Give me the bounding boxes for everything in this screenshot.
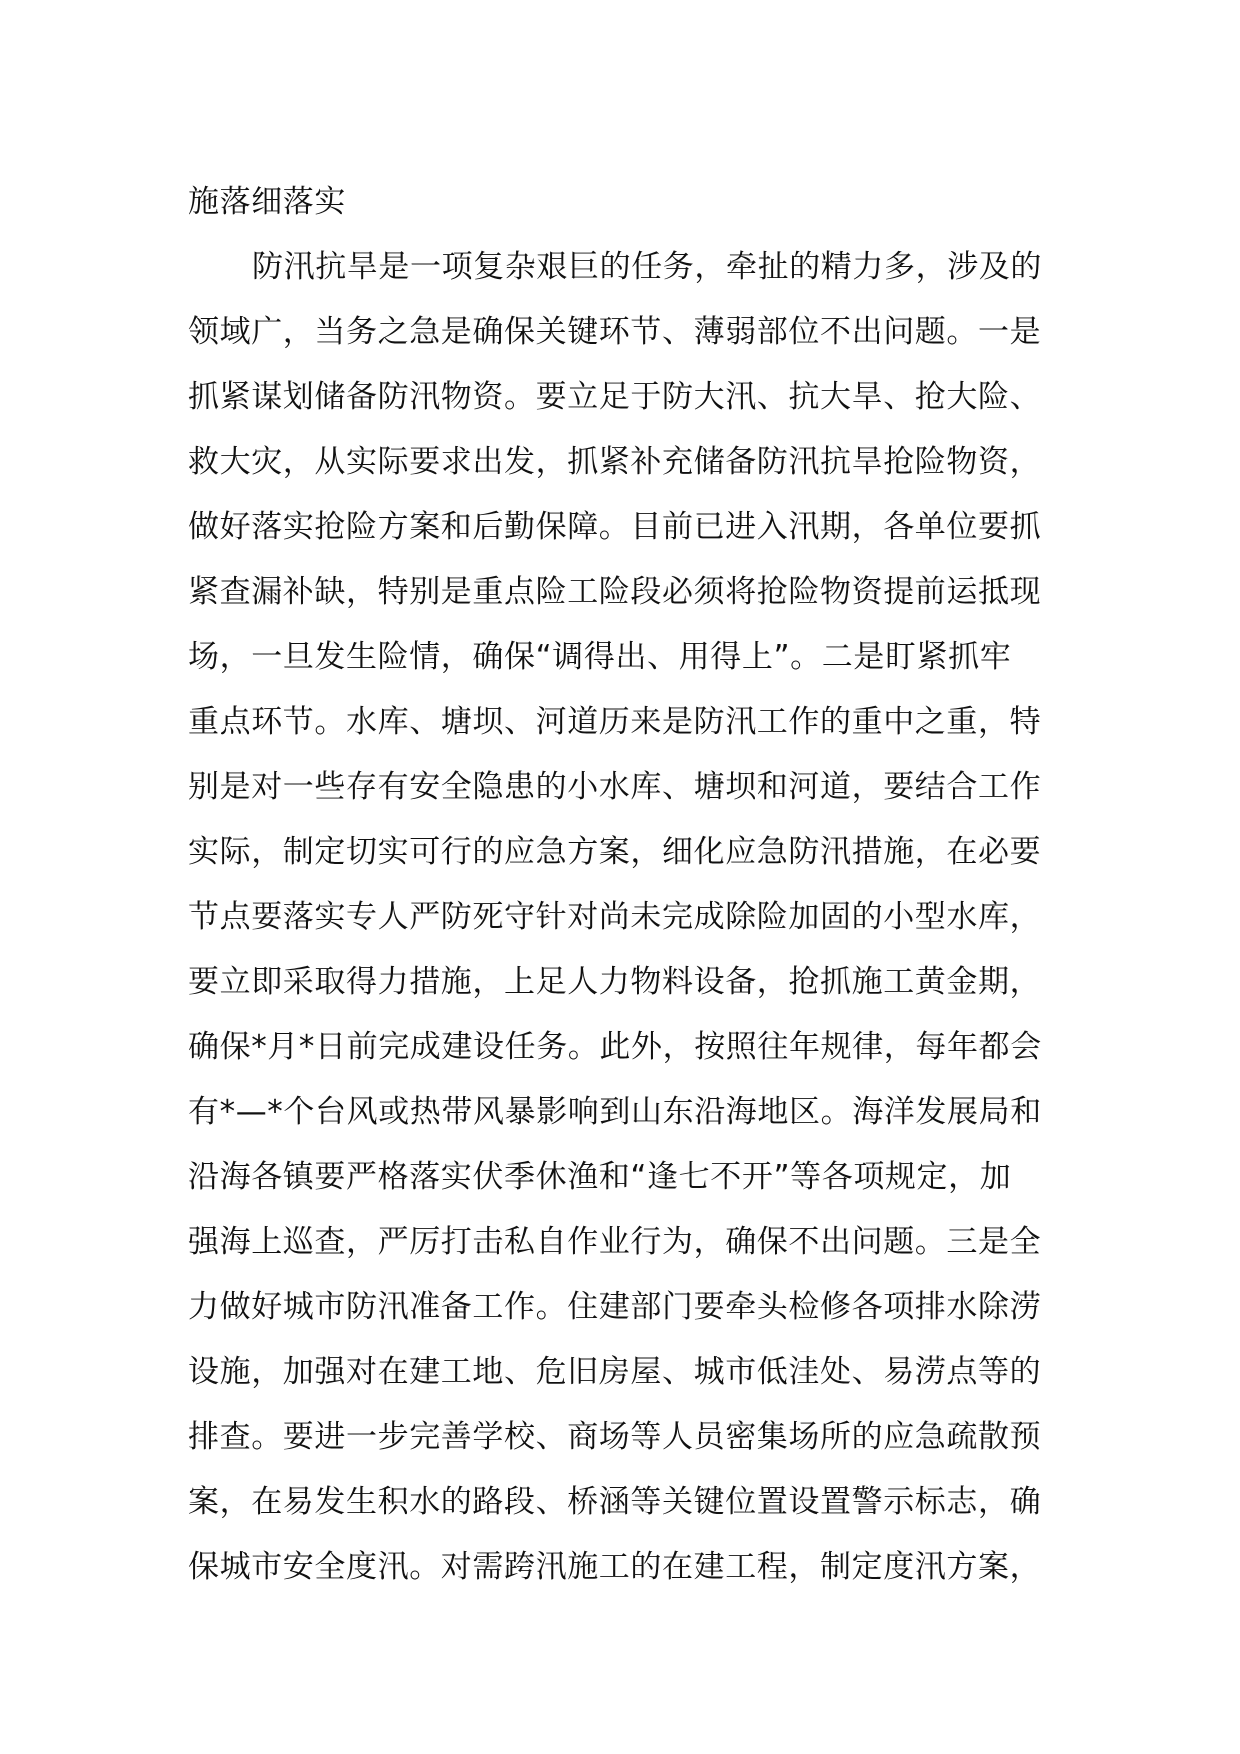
body-text bbox=[188, 170, 1058, 1600]
text-line: 有*—*个台风或热带风暴影响到山东沿海地区。海洋发展局和 bbox=[188, 1094, 1042, 1130]
text-line: 救大灾，从实际要求出发，抓紧补充储备防汛抗旱抢险物资， bbox=[188, 444, 1042, 480]
text-line: 场，一旦发生险情，确保“调得出、用得上”。二是盯紧抓牢 bbox=[188, 639, 1012, 675]
text-line: 要立即采取得力措施，上足人力物料设备，抢抓施工黄金期， bbox=[188, 964, 1042, 1000]
text-line: 施落细落实 bbox=[188, 184, 346, 220]
text-line: 案，在易发生积水的路段、桥涵等关键位置设置警示标志，确 bbox=[188, 1484, 1042, 1520]
text-line: 力做好城市防汛准备工作。住建部门要牵头检修各项排水除涝 bbox=[188, 1289, 1042, 1325]
text-line: 排查。要进一步完善学校、商场等人员密集场所的应急疏散预 bbox=[188, 1419, 1042, 1455]
text-line: 领域广，当务之急是确保关键环节、薄弱部位不出问题。一是 bbox=[188, 314, 1042, 350]
text-line: 沿海各镇要严格落实伏季休渔和“逢七不开”等各项规定，加 bbox=[188, 1159, 1012, 1195]
text-line: 紧查漏补缺，特别是重点险工险段必须将抢险物资提前运抵现 bbox=[188, 574, 1042, 610]
text-line: 做好落实抢险方案和后勤保障。目前已进入汛期，各单位要抓 bbox=[188, 509, 1042, 545]
text-line: 强海上巡查，严厉打击私自作业行为，确保不出问题。三是全 bbox=[188, 1224, 1042, 1260]
text-line: 抓紧谋划储备防汛物资。要立足于防大汛、抗大旱、抢大险、 bbox=[188, 379, 1042, 415]
text-line: 别是对一些存有安全隐患的小水库、塘坝和河道，要结合工作 bbox=[188, 769, 1042, 805]
text-line: 确保*月*日前完成建设任务。此外，按照往年规律，每年都会 bbox=[188, 1029, 1042, 1065]
text-line: 实际，制定切实可行的应急方案，细化应急防汛措施，在必要 bbox=[188, 834, 1042, 870]
text-line: 保城市安全度汛。对需跨汛施工的在建工程，制定度汛方案， bbox=[188, 1549, 1042, 1585]
paragraph-first-line: 防汛抗旱是一项复杂艰巨的任务，牵扯的精力多，涉及的 bbox=[252, 249, 1042, 285]
text-line: 重点环节。水库、塘坝、河道历来是防汛工作的重中之重，特 bbox=[188, 704, 1042, 740]
text-line: 设施，加强对在建工地、危旧房屋、城市低洼处、易涝点等的 bbox=[188, 1354, 1042, 1390]
text-line: 节点要落实专人严防死守针对尚未完成除险加固的小型水库， bbox=[188, 899, 1042, 935]
